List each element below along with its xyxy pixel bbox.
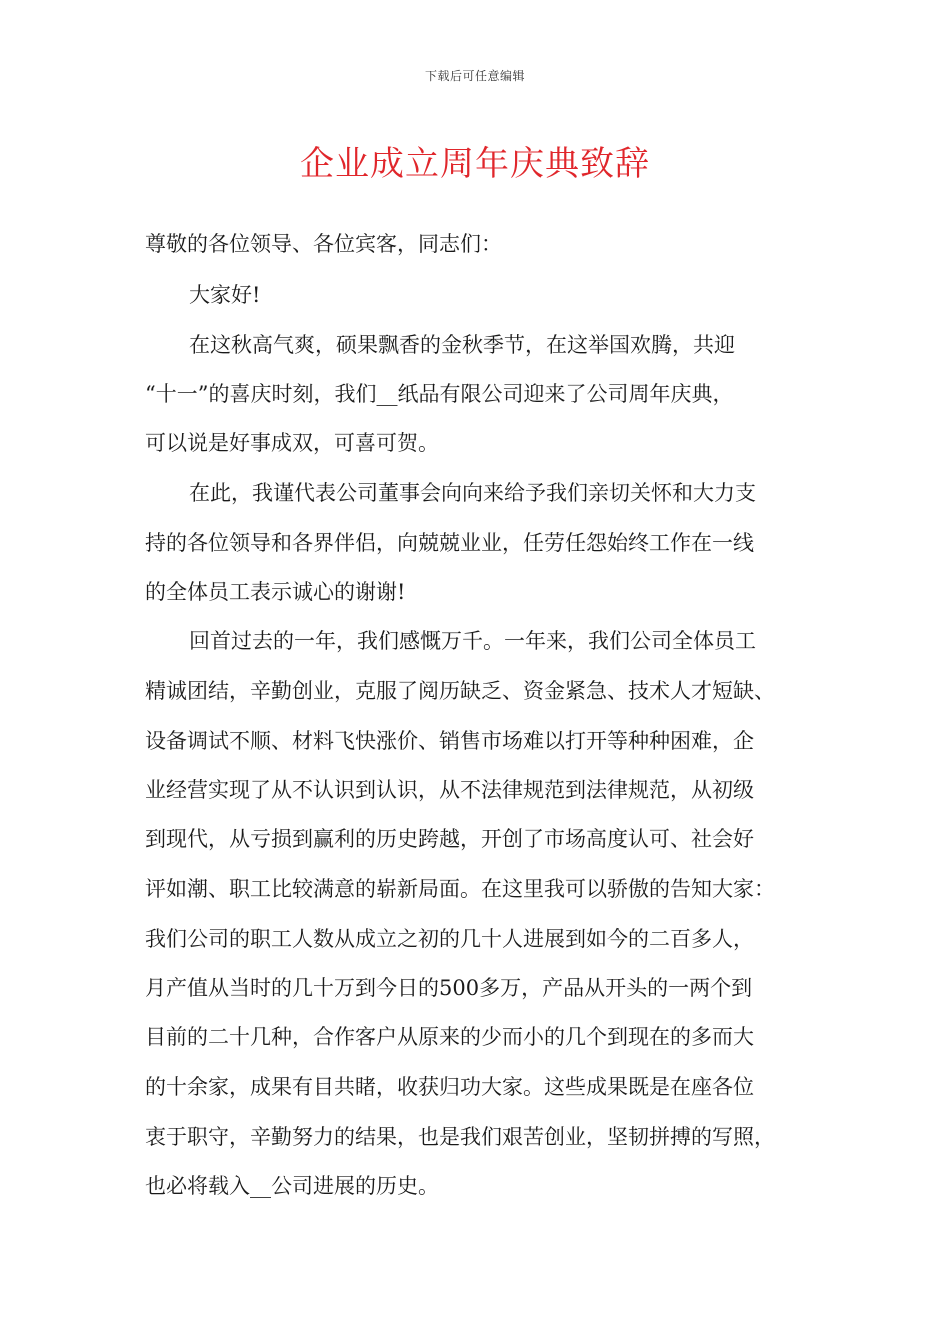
- body-text-line: 也必将载入__公司进展的历史。: [145, 1174, 439, 1198]
- body-text-line: 在此，我谨代表公司董事会向向来给予我们亲切关怀和大力支: [189, 481, 756, 505]
- body-text-line: 精诚团结，辛勤创业，克服了阅历缺乏、资金紧急、技术人才短缺、: [145, 679, 775, 703]
- greeting-line: 大家好!: [189, 283, 261, 307]
- body-text-line: 可以说是好事成双，可喜可贺。: [145, 431, 439, 455]
- body-text-line: 月产值从当时的几十万到今日的500多万，产品从开头的一两个到: [145, 976, 753, 1000]
- body-text-line: 业经营实现了从不认识到认识，从不法律规范到法律规范，从初级: [145, 778, 754, 802]
- body-text-line: 持的各位领导和各界伴侣，向兢兢业业，任劳任怨始终工作在一线: [145, 531, 754, 555]
- page-header-note: 下载后可任意编辑: [424, 69, 525, 83]
- body-text-line: 衷于职守，辛勤努力的结果，也是我们艰苦创业，坚韧拼搏的写照，: [145, 1125, 775, 1149]
- body-text-line: 到现代，从亏损到赢利的历史跨越，开创了市场高度认可、社会好: [145, 827, 754, 851]
- body-text-line: 设备调试不顺、材料飞快涨价、销售市场难以打开等种种困难，企: [145, 729, 754, 753]
- body-text-line: 我们公司的职工人数从成立之初的几十人进展到如今的二百多人，: [145, 927, 754, 951]
- body-text-line: 的十余家，成果有目共睹，收获归功大家。这些成果既是在座各位: [145, 1075, 754, 1099]
- document-title: 企业成立周年庆典致辞: [300, 144, 650, 184]
- body-text-line: 的全体员工表示诚心的谢谢!: [145, 580, 406, 604]
- salutation-line: 尊敬的各位领导、各位宾客，同志们：: [145, 232, 502, 256]
- body-text-line: 目前的二十几种，合作客户从原来的少而小的几个到现在的多而大: [145, 1025, 754, 1049]
- body-text-line: 评如潮、职工比较满意的崭新局面。在这里我可以骄傲的告知大家：: [145, 877, 775, 901]
- body-text-line: 回首过去的一年，我们感慨万千。一年来，我们公司全体员工: [189, 629, 756, 653]
- body-text-line: 在这秋高气爽，硕果飘香的金秋季节，在这举国欢腾，共迎: [189, 333, 735, 357]
- body-text-line: “十一”的喜庆时刻，我们__纸品有限公司迎来了公司周年庆典，: [145, 382, 734, 406]
